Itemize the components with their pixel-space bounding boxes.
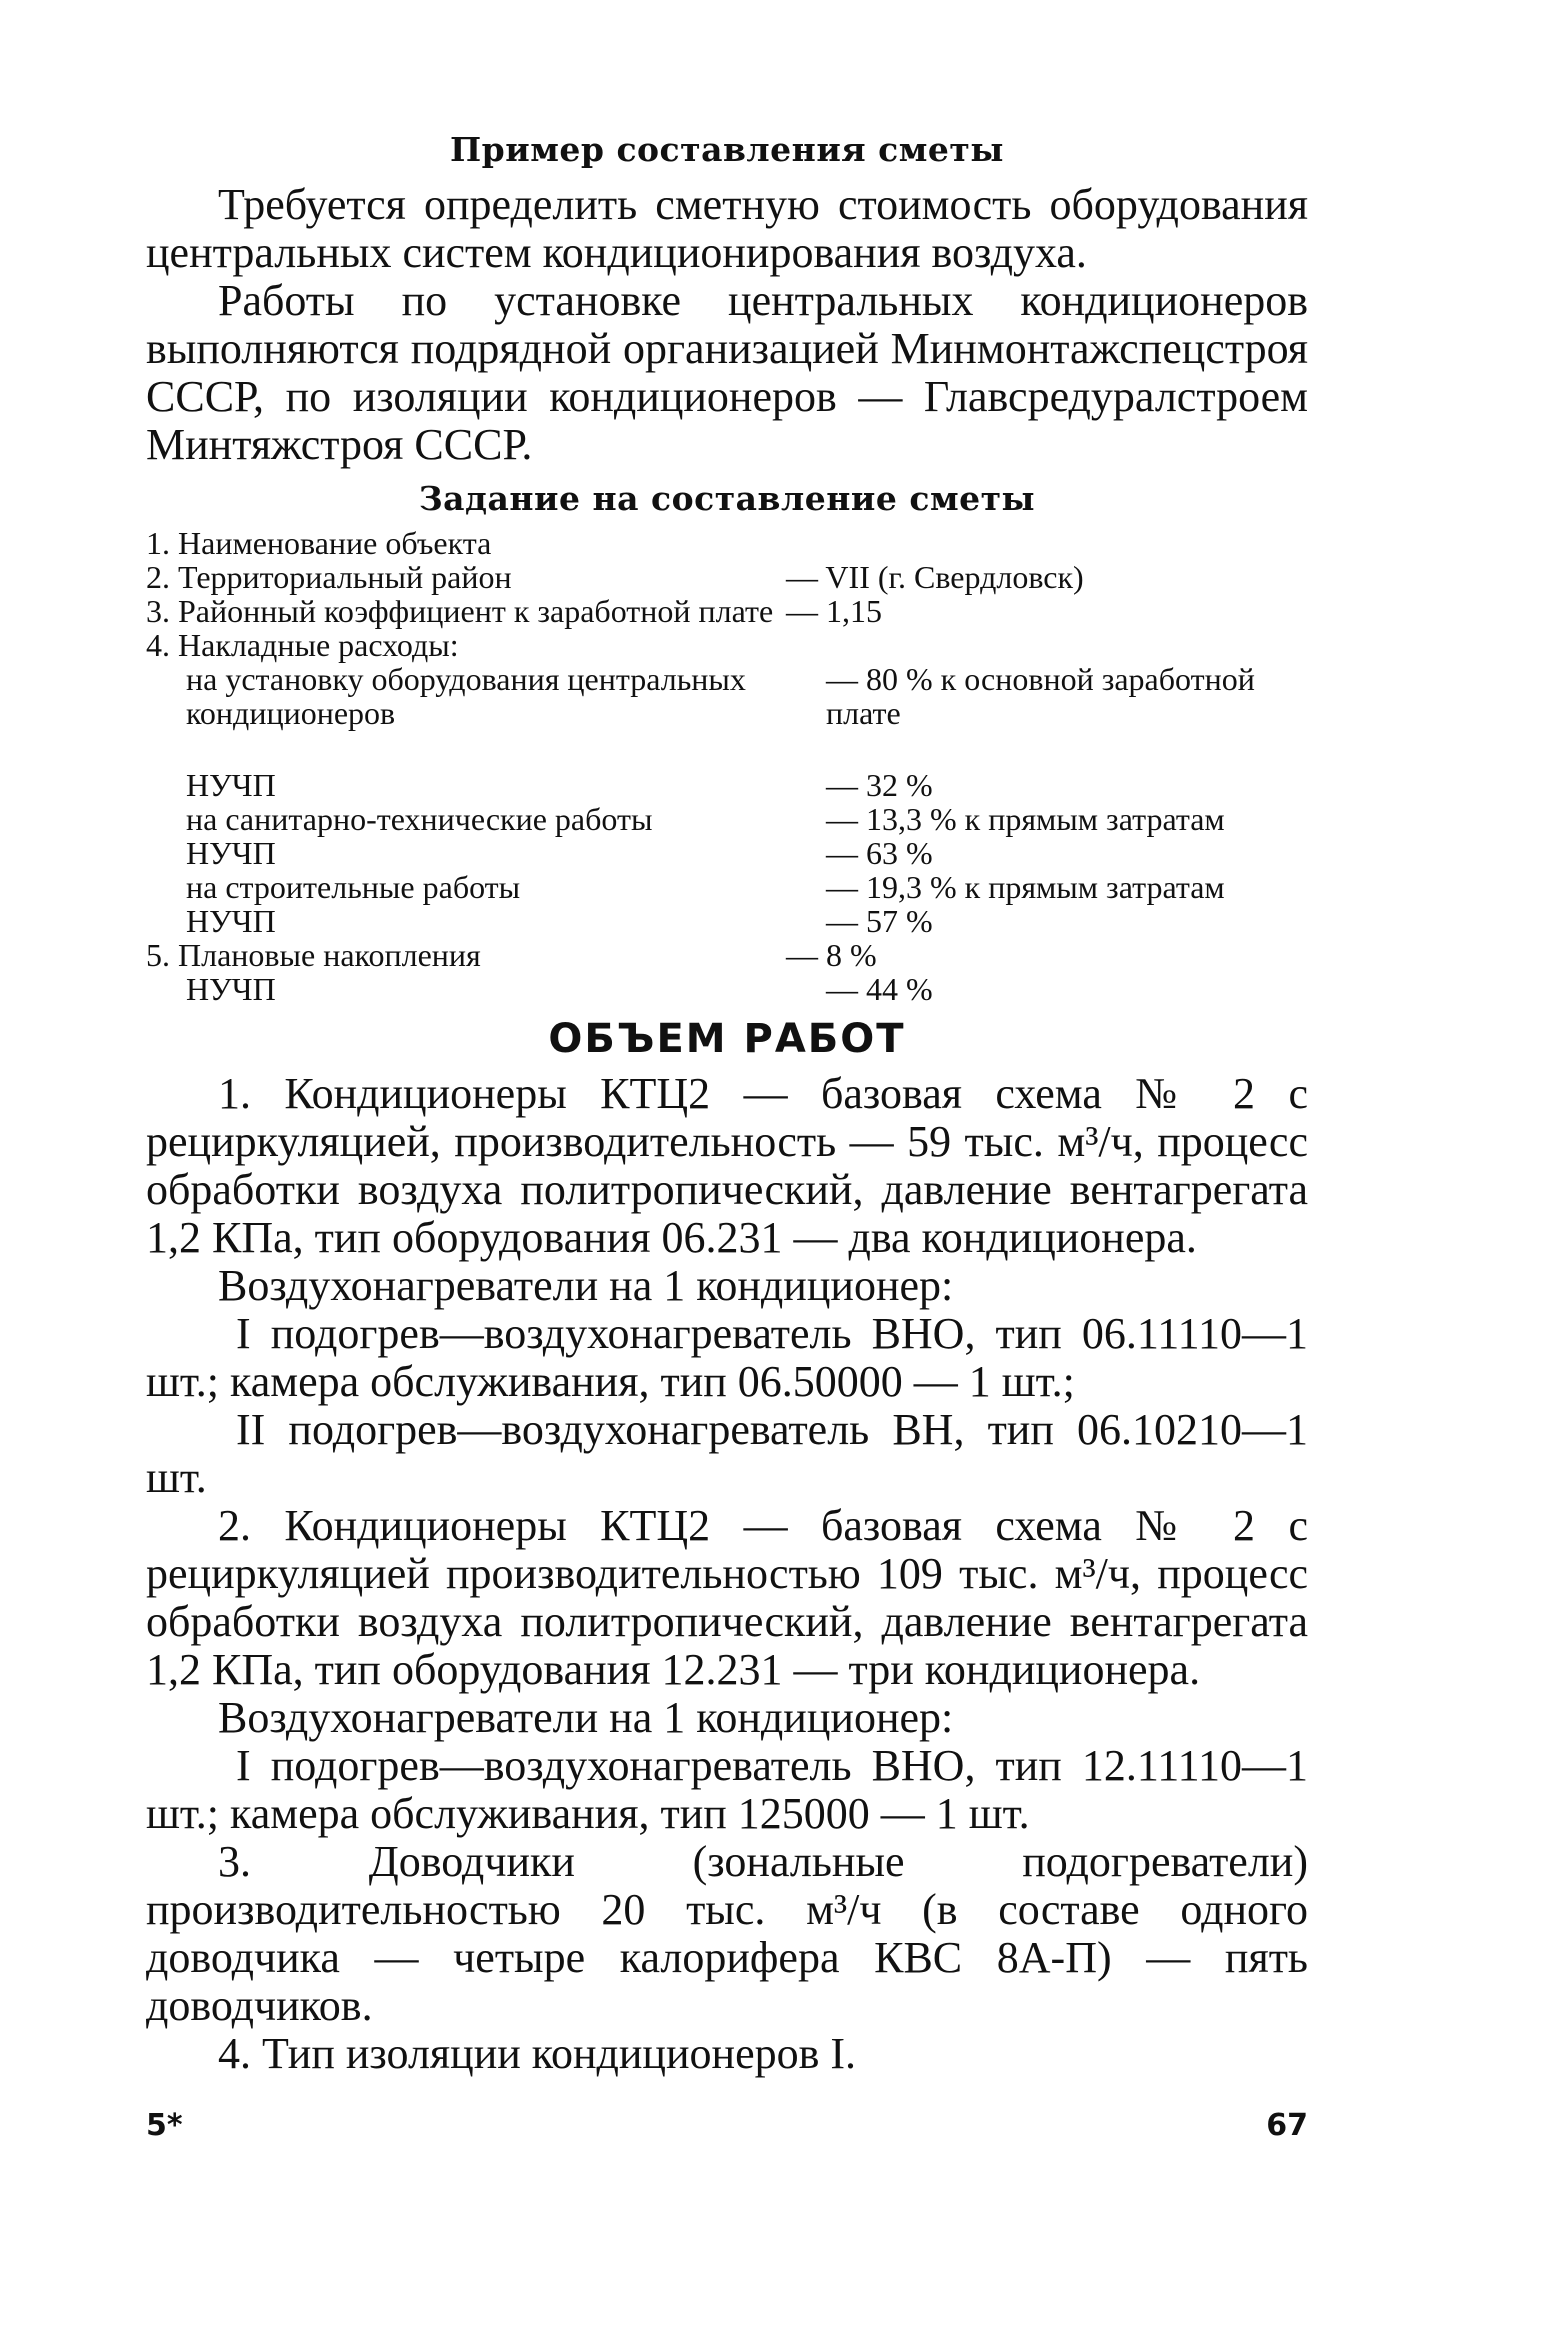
document-page bbox=[146, 130, 1308, 2078]
intro-paragraph-2: Работы по установке центральных кондиционеров выполняются подрядной организацией Минмонтажспецстроя СССР, по изоляции кондиционеров — Главсредуралстроем Минтяжстроя СССР. bbox=[146, 276, 1308, 469]
task-value: — VII (г. Свердловск) bbox=[786, 559, 1084, 595]
volume-item-3: 3. Доводчики (зональные подогреватели) производительностью 20 тыс. м³/ч (в составе одного доводчика — четыре калорифера КВС 8А-П) — пять доводчиков. bbox=[146, 1837, 1308, 2030]
heaters-line-1b: II подогрев—воздухонагреватель ВН, тип 06.10210—1 шт. bbox=[146, 1405, 1308, 1502]
main-heading: Пример составления сметы bbox=[450, 130, 1004, 169]
task-label: НУЧП bbox=[186, 767, 276, 803]
task-value: — 63 % bbox=[826, 835, 933, 871]
task-value: — 13,3 % к прямым затратам bbox=[826, 801, 1225, 837]
task-row bbox=[146, 662, 1308, 730]
task-label: НУЧП bbox=[186, 971, 276, 1007]
task-heading: Задание на составление сметы bbox=[418, 479, 1036, 518]
task-value: — 32 % bbox=[826, 767, 933, 803]
task-value: — 44 % bbox=[826, 971, 933, 1007]
task-value: — 1,15 bbox=[786, 593, 882, 629]
task-label: 2. Территориальный район bbox=[146, 559, 512, 595]
task-row bbox=[146, 768, 1308, 802]
task-label: на строительные работы bbox=[186, 869, 521, 905]
volume-item-1: 1. Кондиционеры КТЦ2 — базовая схема № 2 с рециркуляцией, производительность — 59 тыс. м³/ч, процесс обработки воздуха политропический, давление вентагрегата 1,2 КПа, тип оборудования 06.231 — два кондиционера. bbox=[146, 1069, 1308, 1262]
task-row bbox=[146, 836, 1308, 870]
task-row bbox=[146, 594, 1308, 628]
spacer bbox=[146, 730, 1308, 768]
task-value bbox=[776, 526, 1308, 560]
volume-item-2: 2. Кондиционеры КТЦ2 — базовая схема № 2 с рециркуляцией производительностью 109 тыс. м³/ч, процесс обработки воздуха политропический, давление вентагрегата 1,2 КПа, тип оборудования 12.231 — три кондиционера. bbox=[146, 1501, 1308, 1694]
task-label: НУЧП bbox=[186, 835, 276, 871]
signature-mark: 5* bbox=[146, 2108, 183, 2143]
task-row bbox=[146, 972, 1308, 1006]
intro-paragraph-1: Требуется определить сметную стоимость оборудования центральных систем кондиционирования воздуха. bbox=[146, 180, 1308, 277]
task-value: — 8 % bbox=[786, 937, 877, 973]
task-row bbox=[146, 628, 1308, 662]
task-label: 5. Плановые накопления bbox=[146, 937, 481, 973]
task-row bbox=[146, 870, 1308, 904]
task-row bbox=[146, 526, 1308, 560]
task-row bbox=[146, 904, 1308, 938]
task-label: на установку оборудования центральных кондиционеров bbox=[186, 661, 746, 731]
task-row bbox=[146, 802, 1308, 836]
task-label: 4. Накладные расходы: bbox=[146, 627, 459, 663]
heaters-title-1: Воздухонагреватели на 1 кондиционер: bbox=[218, 1261, 954, 1310]
task-value bbox=[776, 628, 1308, 662]
task-row bbox=[146, 938, 1308, 972]
volume-item-4: 4. Тип изоляции кондиционеров I. bbox=[218, 2029, 857, 2078]
task-table bbox=[146, 526, 1308, 1006]
task-row bbox=[146, 560, 1308, 594]
volume-heading: ОБЪЕМ РАБОТ bbox=[548, 1016, 906, 1062]
page-footer bbox=[146, 2108, 1308, 2143]
heaters-line-1a: I подогрев—воздухонагреватель ВНО, тип 06.11110—1 шт.; камера обслуживания, тип 06.50000 — 1 шт.; bbox=[146, 1309, 1308, 1406]
task-label: 3. Районный коэффициент к заработной плате bbox=[146, 593, 774, 629]
heaters-line-2a: I подогрев—воздухонагреватель ВНО, тип 12.11110—1 шт.; камера обслуживания, тип 125000 — 1 шт. bbox=[146, 1741, 1308, 1838]
task-value: — 80 % к основной заработной плате bbox=[826, 661, 1255, 731]
page-number: 67 bbox=[1266, 2108, 1308, 2143]
task-label: на санитарно-технические работы bbox=[186, 801, 653, 837]
task-value: — 19,3 % к прямым затратам bbox=[826, 869, 1225, 905]
task-value: — 57 % bbox=[826, 903, 933, 939]
heaters-title-2: Воздухонагреватели на 1 кондиционер: bbox=[218, 1693, 954, 1742]
task-label: НУЧП bbox=[186, 903, 276, 939]
task-label: 1. Наименование объекта bbox=[146, 525, 492, 561]
